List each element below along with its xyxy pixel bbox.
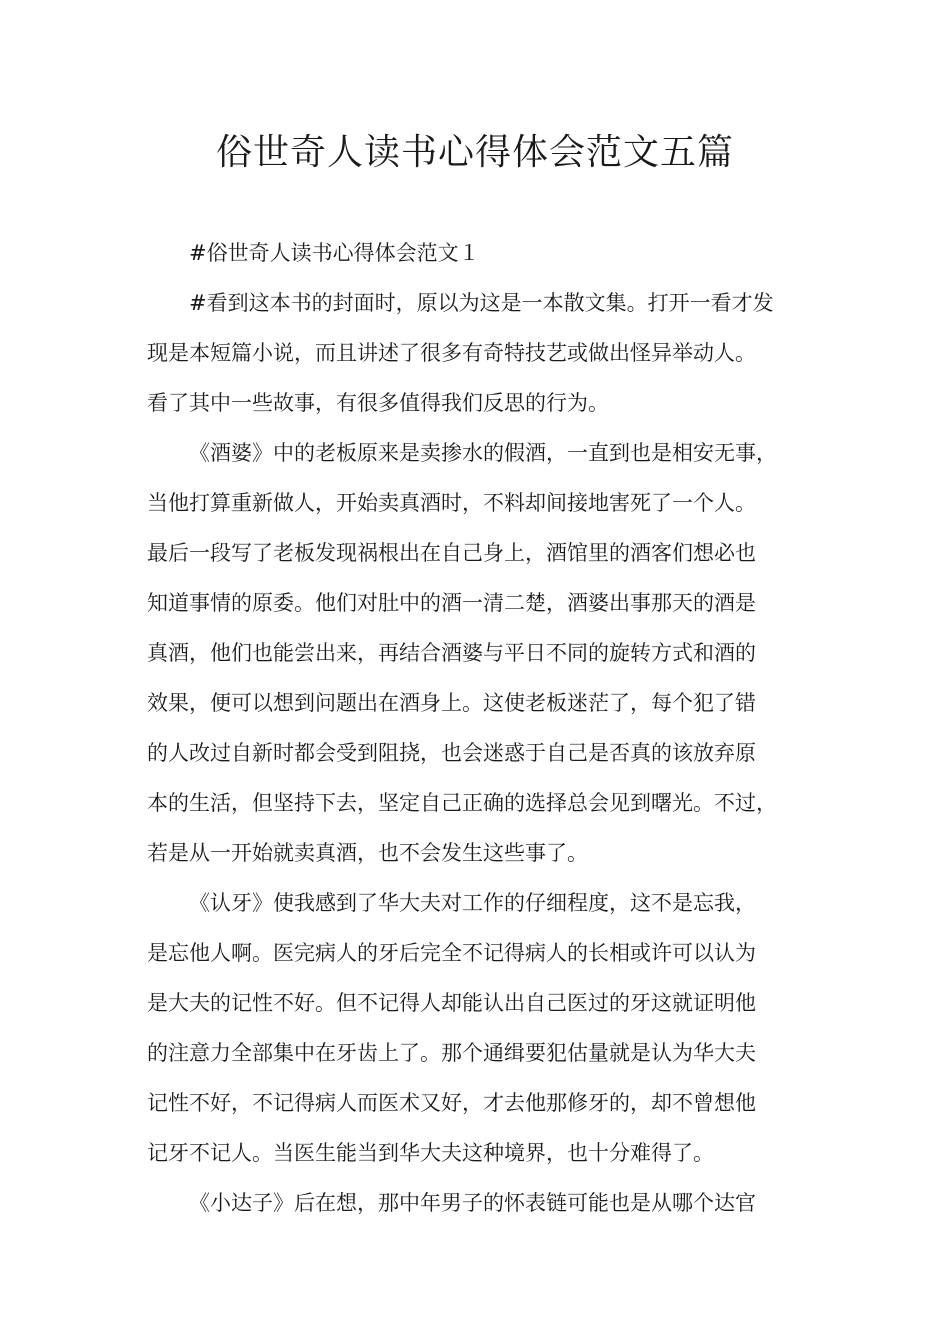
paragraph-line: 真酒，他们也能尝出来，再结合酒婆与平日不同的旋转方式和酒的 — [147, 641, 756, 665]
paragraph-line: 效果，便可以想到问题出在酒身上。这使老板迷茫了，每个犯了错 — [147, 691, 756, 715]
paragraph-line: 的人改过自新时都会受到阻挠，也会迷惑于自己是否真的该放弃原 — [147, 741, 756, 765]
paragraph-line: 是大夫的记性不好。但不记得人却能认出自己医过的牙这就证明他 — [147, 991, 756, 1015]
paragraph-line: 若是从一开始就卖真酒，也不会发生这些事了。 — [147, 841, 588, 865]
paragraph-line: #看到这本书的封面时，原以为这是一本散文集。打开一看才发 — [189, 291, 774, 315]
paragraph-line: 《酒婆》中的老板原来是卖掺水的假酒，一直到也是相安无事， — [189, 441, 777, 465]
section-heading: #俗世奇人读书心得体会范文１ — [189, 241, 480, 265]
paragraph-line: 当他打算重新做人，开始卖真酒时，不料却间接地害死了一个人。 — [147, 491, 756, 515]
paragraph-line: 《认牙》使我感到了华大夫对工作的仔细程度，这不是忘我， — [189, 891, 756, 915]
paragraph-line: 知道事情的原委。他们对肚中的酒一清二楚，酒婆出事那天的酒是 — [147, 591, 756, 615]
paragraph-line: 最后一段写了老板发现祸根出在自己身上，酒馆里的酒客们想必也 — [147, 541, 756, 565]
paragraph-line: 记牙不记人。当医生能当到华大夫这种境界，也十分难得了。 — [147, 1141, 714, 1165]
paragraph-line: 《小达子》后在想，那中年男子的怀表链可能也是从哪个达官 — [189, 1191, 756, 1215]
paragraph-line: 本的生活，但坚持下去，坚定自己正确的选择总会见到曙光。不过， — [147, 791, 777, 815]
paragraph-line: 记性不好，不记得病人而医术又好，才去他那修牙的，却不曾想他 — [147, 1091, 756, 1115]
paragraph-line: 的注意力全部集中在牙齿上了。那个通缉要犯估量就是认为华大夫 — [147, 1041, 756, 1065]
paragraph-line: 是忘他人啊。医完病人的牙后完全不记得病人的长相或许可以认为 — [147, 941, 756, 965]
paragraph-line: 现是本短篇小说，而且讲述了很多有奇特技艺或做出怪异举动人。 — [147, 341, 756, 365]
paragraph-line: 看了其中一些故事，有很多值得我们反思的行为。 — [147, 391, 609, 415]
document-title: 俗世奇人读书心得体会范文五篇 — [215, 132, 734, 173]
